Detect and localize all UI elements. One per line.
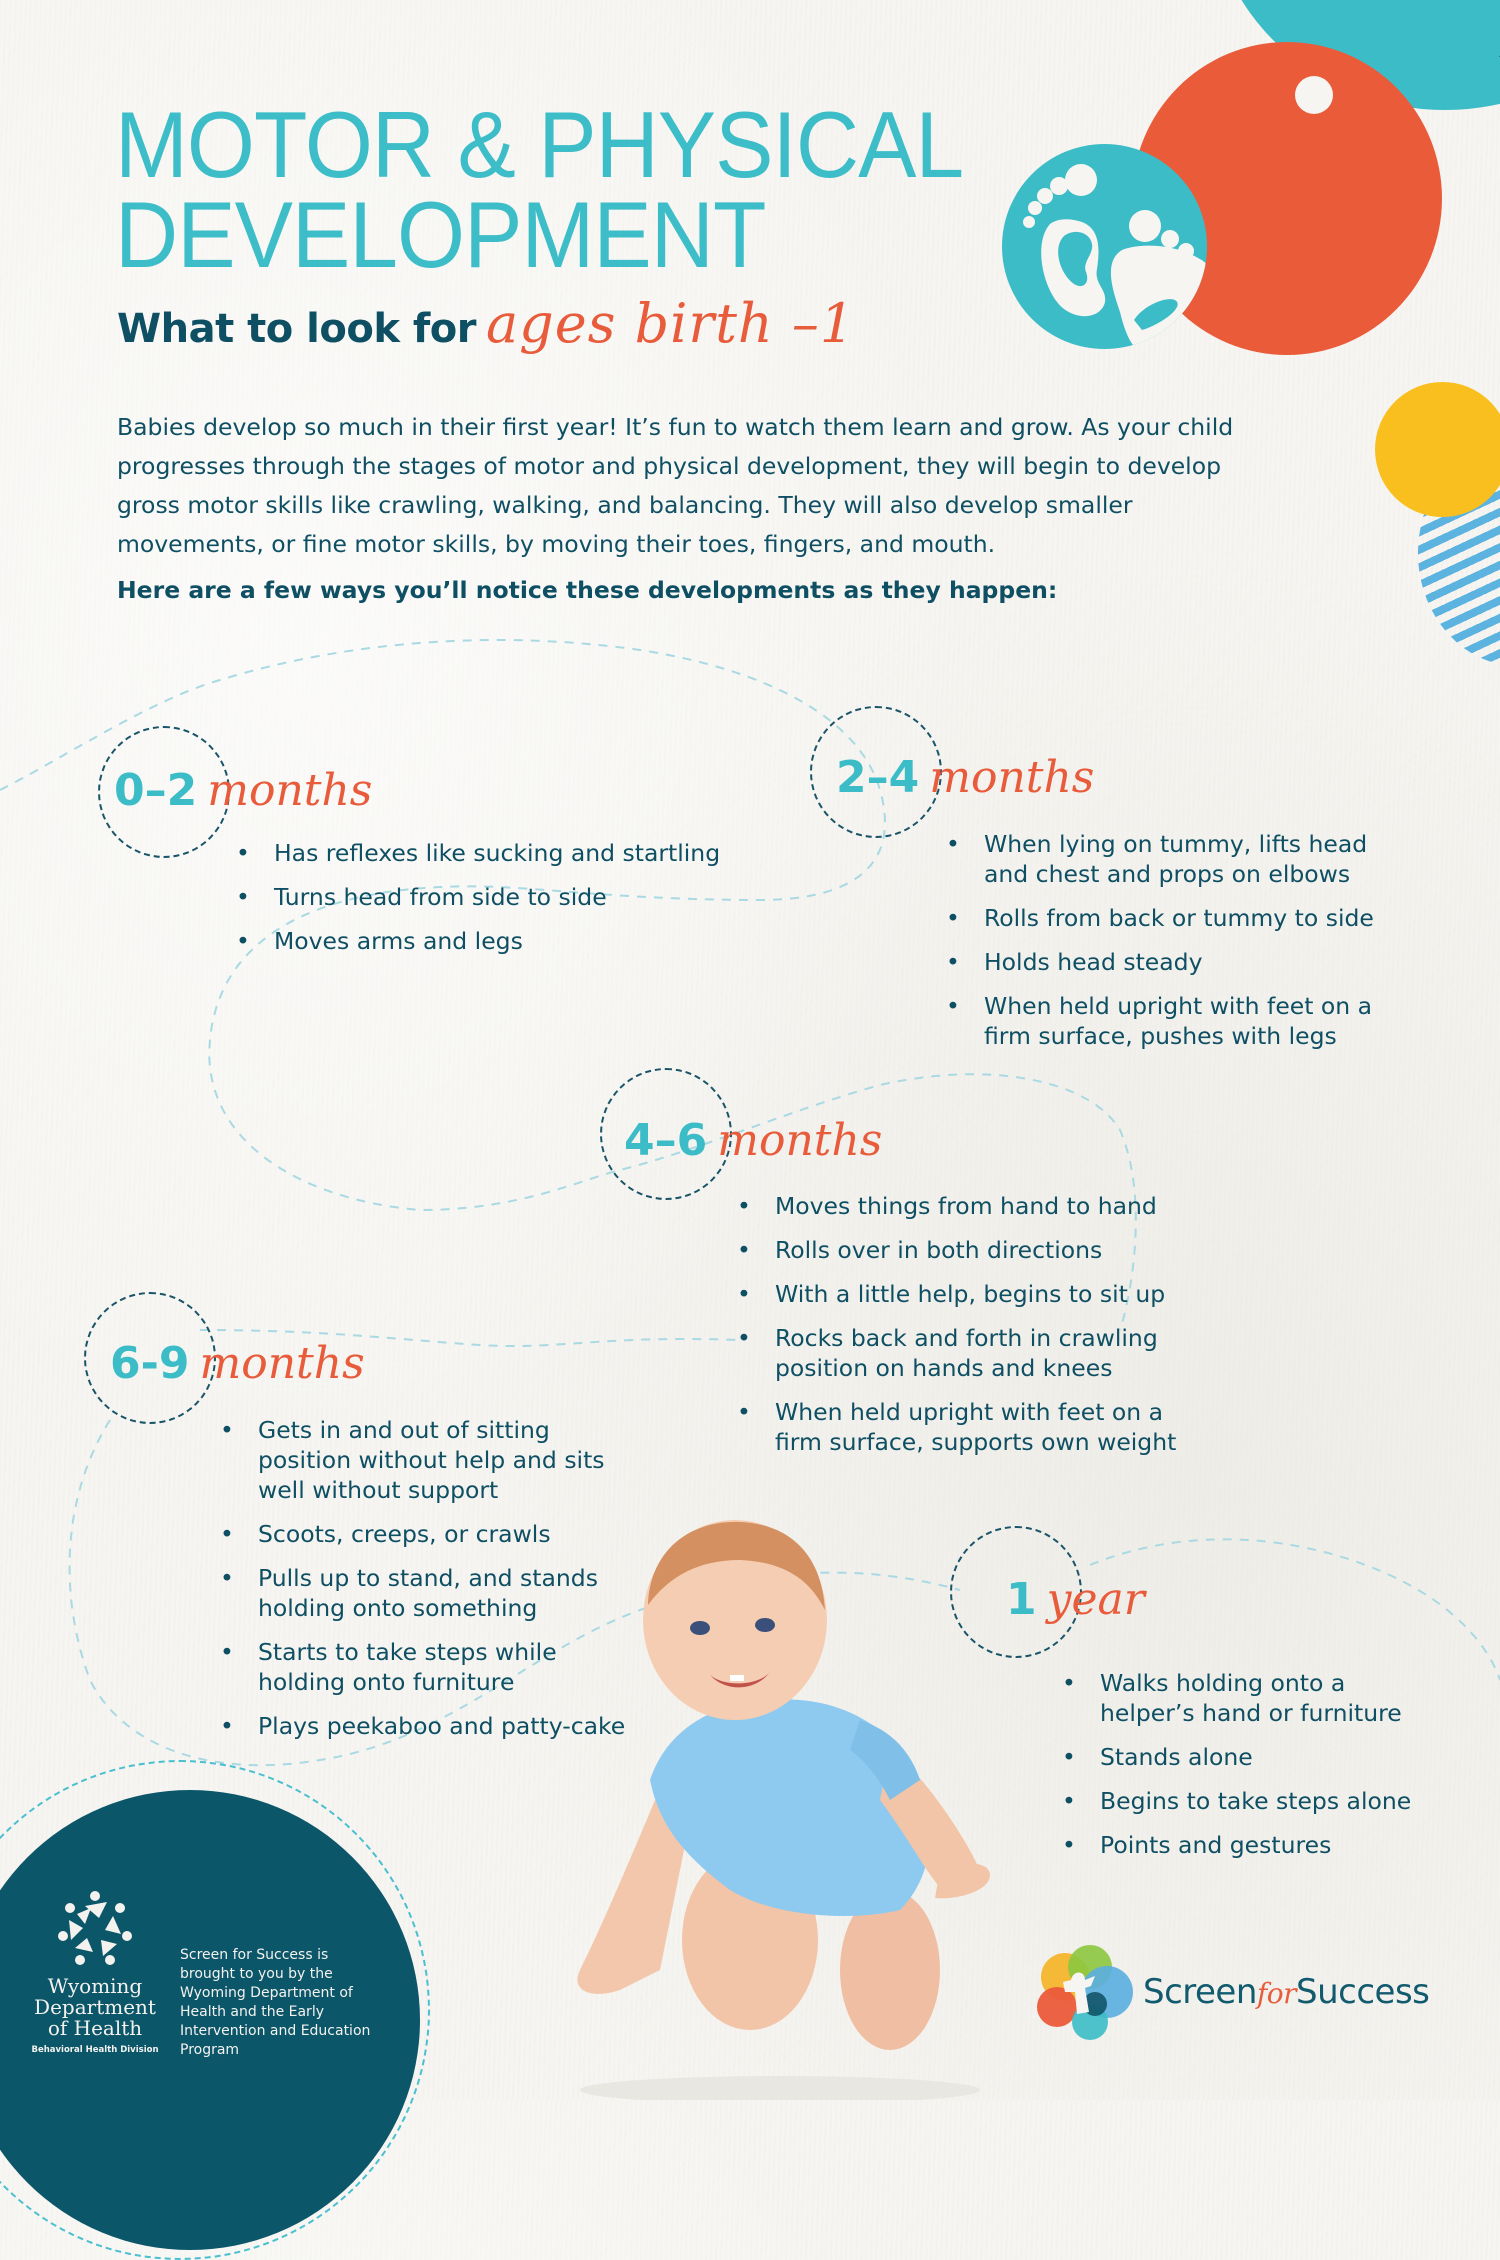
intro-lead: Here are a few ways you’ll notice these developments as they happen: — [117, 576, 1058, 604]
milestone-item: • Turns head from side to side — [232, 882, 752, 912]
milestone-item: • Has reflexes like sucking and startling — [232, 838, 752, 868]
milestone-item: • Moves arms and legs — [232, 926, 752, 956]
milestone-item: • Holds head steady — [942, 947, 1412, 977]
milestone-item: • When held upright with feet on a firm surface, supports own weight — [733, 1397, 1213, 1457]
milestone-item: • Points and gestures — [1058, 1830, 1438, 1860]
milestone-item: • Stands alone — [1058, 1742, 1438, 1772]
brand-screen: Screen — [1143, 1972, 1257, 2012]
milestone-item: • Pulls up to stand, and stands holding onto something — [216, 1563, 636, 1623]
milestone-item: • Walks holding onto a helper’s hand or furniture — [1058, 1668, 1438, 1728]
footer-credit: Screen for Success is brought to you by the Wyoming Department of Health and the Early Intervention and Education Program — [180, 1947, 371, 2058]
milestone-item: • Starts to take steps while holding onto furniture — [216, 1637, 636, 1697]
decor-yellow-circle — [1375, 382, 1500, 517]
page-subtitle — [117, 292, 855, 355]
intro-paragraph: Babies develop so much in their first year! It’s fun to watch them learn and grow. As your child progresses through the stages of motor and physical development, they will begin to develop gross motor skills like crawling, walking, and balancing. They will also develop smaller movements, or fine motor skills, by moving their toes, fingers, and mouth. — [117, 413, 1234, 558]
age-unit: months — [717, 1115, 883, 1166]
age-unit: months — [929, 752, 1095, 803]
milestone-item: • When lying on tummy, lifts head and chest and props on elbows — [942, 829, 1412, 889]
brand-name — [1143, 1972, 1429, 2012]
milestone-item: • With a little help, begins to sit up — [733, 1279, 1213, 1309]
age-number: 0–2 — [114, 765, 198, 816]
title-line-1: MOTOR & PHYSICAL — [115, 92, 964, 197]
brand-for: for — [1256, 1977, 1297, 2010]
milestone-item: • Rolls from back or tummy to side — [942, 903, 1412, 933]
org-name-line-3: of Health — [47, 2016, 143, 2040]
people-circle-logo-icon — [55, 1888, 135, 1968]
milestone-list — [232, 838, 752, 970]
age-unit: months — [199, 1338, 365, 1389]
milestone-item: • Scoots, creeps, or crawls — [216, 1519, 636, 1549]
age-heading — [1006, 1574, 1145, 1625]
screen-for-success-icon — [1035, 1942, 1135, 2042]
milestone-item: • When held upright with feet on a firm surface, pushes with legs — [942, 991, 1412, 1051]
wyoming-doh-logo — [30, 1888, 160, 2055]
milestone-item: • Begins to take steps alone — [1058, 1786, 1438, 1816]
milestone-item: • Rolls over in both directions — [733, 1235, 1213, 1265]
age-heading — [836, 752, 1094, 803]
milestone-item: • Moves things from hand to hand — [733, 1191, 1213, 1221]
brand-success: Success — [1296, 1972, 1430, 2012]
subtitle-age-range: ages birth –1 — [485, 292, 856, 355]
baby-feet-icon — [1002, 144, 1207, 349]
crawling-baby-image — [560, 1500, 1000, 2100]
age-number: 2–4 — [836, 752, 920, 803]
milestone-item: • Gets in and out of sitting position without help and sits well without support — [216, 1415, 636, 1505]
milestone-list — [1058, 1668, 1438, 1874]
title-line-2: DEVELOPMENT — [115, 182, 766, 287]
milestone-list — [733, 1191, 1213, 1471]
age-heading — [624, 1115, 882, 1166]
age-unit: year — [1046, 1574, 1145, 1625]
org-name-line-2: Department — [34, 1995, 156, 2019]
age-heading — [114, 765, 372, 816]
age-number: 1 — [1006, 1574, 1037, 1625]
page-title — [115, 92, 964, 287]
milestone-item: • Rocks back and forth in crawling position on hands and knees — [733, 1323, 1213, 1383]
milestone-list — [942, 829, 1412, 1065]
age-heading — [110, 1338, 365, 1389]
decor-white-dot — [1295, 76, 1333, 114]
org-division: Behavioral Health Division — [31, 2045, 159, 2055]
milestone-item: • Plays peekaboo and patty-cake — [216, 1711, 636, 1741]
org-name-line-1: Wyoming — [47, 1974, 143, 1998]
age-number: 4–6 — [624, 1115, 708, 1166]
subtitle-lead: What to look for — [117, 306, 476, 352]
age-number: 6-9 — [110, 1338, 190, 1389]
age-unit: months — [207, 765, 373, 816]
screen-for-success-logo — [1035, 1942, 1429, 2042]
